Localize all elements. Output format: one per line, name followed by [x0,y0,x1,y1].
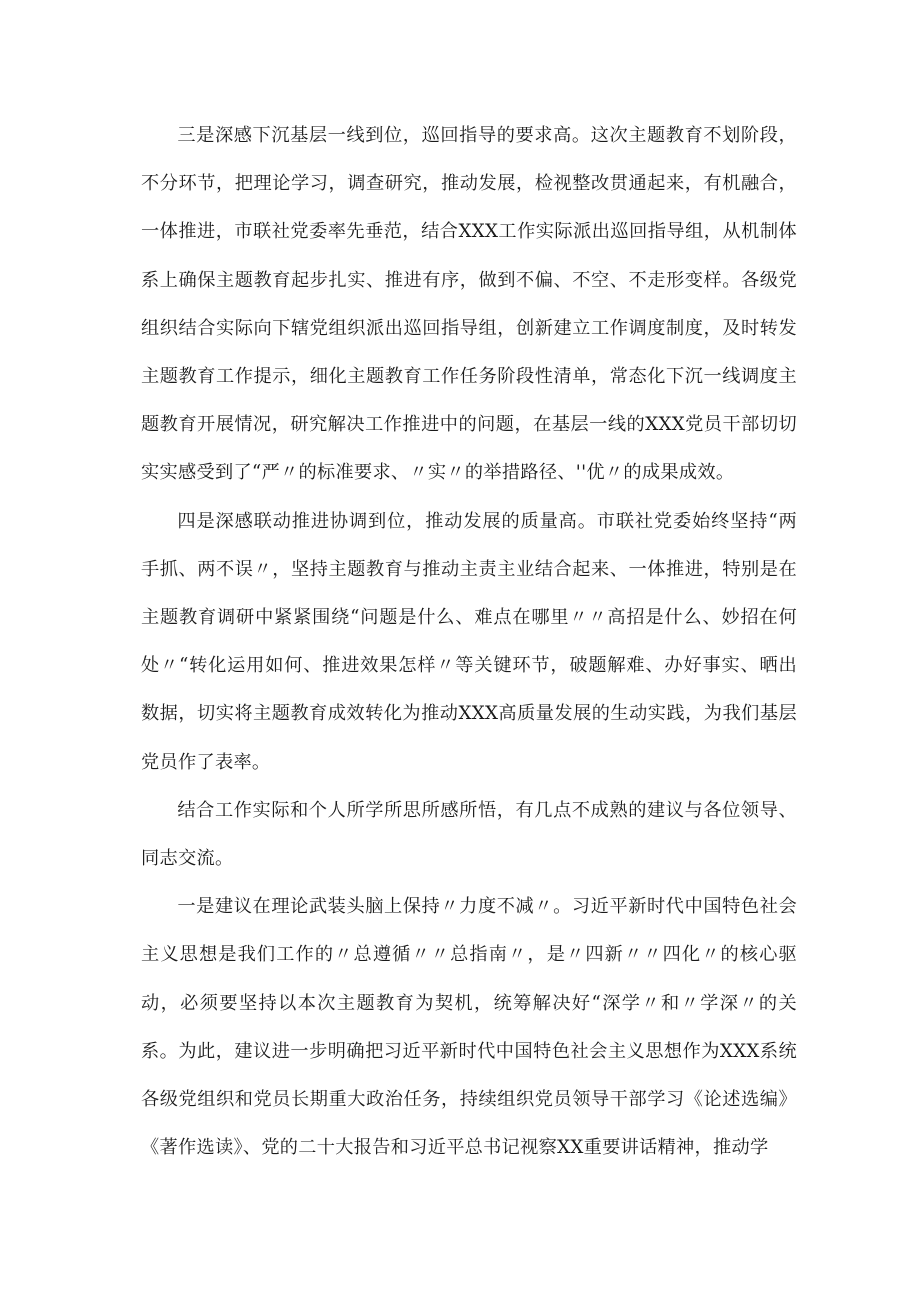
paragraph-suggestion-one: 一是建议在理论武装头脑上保持〃力度不减〃。习近平新时代中国特色社会主义思想是我们工作的〃总遵循〃〃总指南〃，是〃四新〃〃四化〃的核心驱动，必须要坚持以本次主题教育为契机，统筹解决好“深学〃和〃学深〃的关系。为此，建议进一步明确把习近平新时代中国特色社会主义思想作为XXX系统各级党组织和党员长期重大政治任务，持续组织党员领导干部学习《论述选编》《著作选读》、党的二十大报告和习近平总书记视察XX重要讲话精神，推动学 [141,896,797,1159]
paragraph-four-coordination: 四是深感联动推进协调到位，推动发展的质量高。市联社党委始终坚持“两手抓、两不误〃，坚持主题教育与推动主责主业结合起来、一体推进，特别是在主题教育调研中紧紧围绕“问题是什么、难点在哪里〃〃高招是什么、妙招在何处〃“转化运用如何、推进效果怎样〃等关键环节，破题解难、办好事实、晒出数据，切实将主题教育成效转化为推动XXX高质量发展的生动实践，为我们基层党员作了表率。 [141,510,797,773]
paragraph-suggestions-intro: 结合工作实际和个人所学所思所感所悟，有几点不成熟的建议与各位领导、同志交流。 [141,799,797,870]
document-body [141,112,797,1172]
paragraph-three-downward: 三是深感下沉基层一线到位，巡回指导的要求高。这次主题教育不划阶段，不分环节，把理论学习，调查研究，推动发展，检视整改贯通起来，有机融合，一体推进，市联社党委率先垂范，结合XXX工作实际派出巡回指导组，从机制体系上确保主题教育起步扎实、推进有序，做到不偏、不空、不走形变样。各级党组织结合实际向下辖党组织派出巡回指导组，创新建立工作调度制度，及时转发主题教育工作提示，细化主题教育工作任务阶段性清单，常态化下沉一线调度主题教育开展情况，研究解决工作推进中的问题，在基层一线的XXX党员干部切切实实感受到了“严〃的标准要求、〃实〃的举措路径、''优〃的成果成效。 [141,125,797,484]
